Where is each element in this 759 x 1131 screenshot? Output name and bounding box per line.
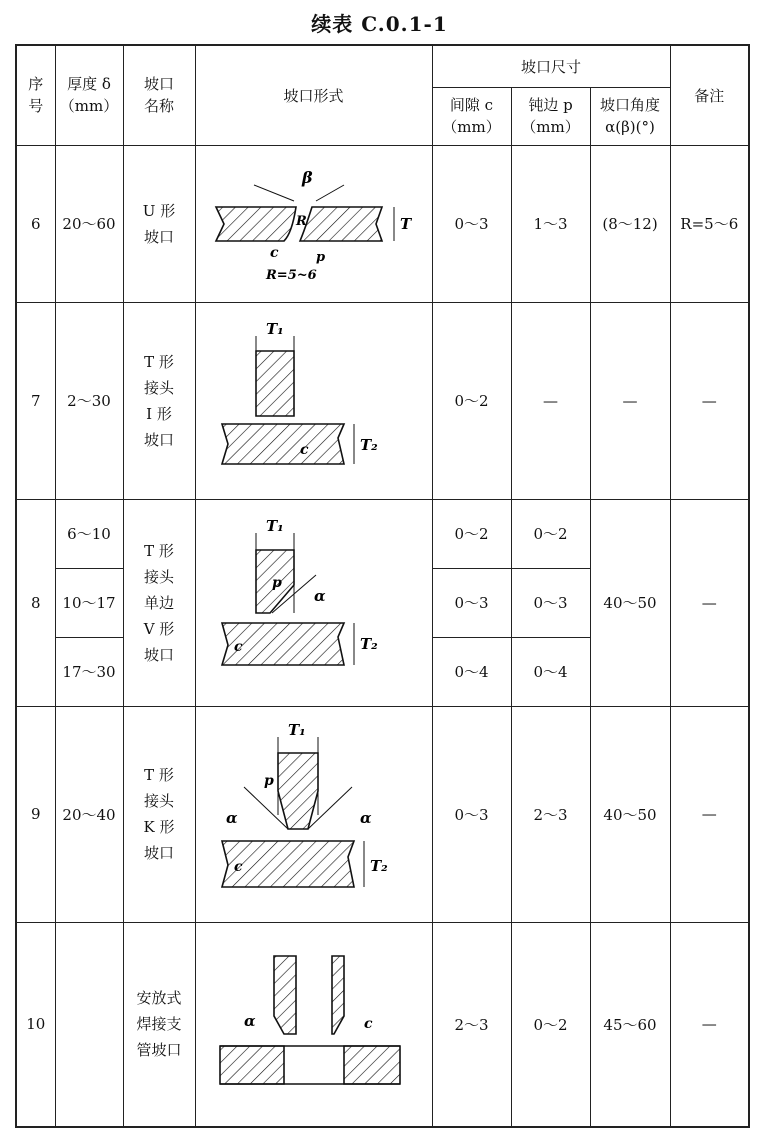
- t1-label: T₁: [265, 516, 284, 535]
- header-dims: 坡口尺寸: [432, 45, 670, 87]
- t-joint-i-groove-figure: [204, 306, 424, 496]
- thickness-cell: 20～40: [55, 706, 123, 922]
- seq-cell: 10: [16, 922, 55, 1127]
- note-cell: —: [670, 922, 749, 1127]
- root-cell: 1～3: [511, 145, 590, 302]
- header-name: 坡口 名称: [123, 45, 195, 145]
- note-cell: —: [670, 499, 749, 706]
- seq-cell: 7: [16, 302, 55, 499]
- radius-label: R: [295, 213, 307, 229]
- thickness-cell: 20～60: [55, 145, 123, 302]
- gap-cell: 0～3: [432, 145, 511, 302]
- name-cell: 安放式 焊接支 管坡口: [123, 922, 195, 1127]
- seq-cell: 9: [16, 706, 55, 922]
- gap-cell: 0～2: [432, 302, 511, 499]
- seq-cell: 8: [16, 499, 55, 706]
- t2-label: T₂: [359, 435, 378, 454]
- branch-pipe-groove-figure: [204, 926, 424, 1122]
- seq-cell: 6: [16, 145, 55, 302]
- figure-cell: [195, 302, 432, 499]
- t-joint-k-groove-figure: [204, 711, 424, 917]
- root-cell: 0～2: [511, 499, 590, 568]
- header-note: 备注: [670, 45, 749, 145]
- thickness-cell: 10～17: [55, 568, 123, 637]
- t2-label: T₂: [359, 634, 378, 653]
- note-cell: R=5～6: [670, 145, 749, 302]
- name-cell: T 形 接头 单边 V 形 坡口: [123, 499, 195, 706]
- thickness-cell: [55, 922, 123, 1127]
- t1-label: T₁: [265, 319, 284, 338]
- table-row: [16, 145, 749, 302]
- figure-cell: [195, 706, 432, 922]
- header-angle: 坡口角度 α(β)(°): [590, 87, 670, 145]
- angle-cell: 40～50: [590, 499, 670, 706]
- name-cell: T 形 接头 I 形 坡口: [123, 302, 195, 499]
- header-seq: 序 号: [16, 45, 55, 145]
- gap-cell: 0～3: [432, 706, 511, 922]
- gap-c-label: c: [233, 859, 243, 875]
- angle-cell: 40～50: [590, 706, 670, 922]
- figure-cell: [195, 145, 432, 302]
- root-cell: 0～4: [511, 637, 590, 706]
- t1-label: T₁: [287, 721, 306, 739]
- gap-c-label: c: [363, 1016, 373, 1033]
- note-cell: —: [670, 706, 749, 922]
- gap-cell: 0～3: [432, 568, 511, 637]
- gap-c-label: c: [233, 638, 243, 655]
- t2-label: T₂: [369, 857, 388, 875]
- u-groove-figure: [204, 149, 424, 299]
- gap-c-label: c: [299, 441, 309, 458]
- alpha-right-label: α: [359, 809, 372, 827]
- name-cell: U 形 坡口: [123, 145, 195, 302]
- alpha-label: α: [313, 586, 326, 605]
- header-gap: 间隙 c （mm）: [432, 87, 511, 145]
- groove-spec-table: [15, 44, 750, 1128]
- root-p-label: p: [271, 574, 282, 591]
- table-row: [16, 706, 749, 922]
- radius-spec-label: R=5~6: [265, 267, 317, 283]
- table-row: [16, 302, 749, 499]
- thickness-cell: 6～10: [55, 499, 123, 568]
- note-cell: —: [670, 302, 749, 499]
- root-cell: 0～3: [511, 568, 590, 637]
- angle-cell: (8～12): [590, 145, 670, 302]
- angle-cell: —: [590, 302, 670, 499]
- gap-cell: 0～4: [432, 637, 511, 706]
- table-title: 续表 C.0.1-1: [311, 12, 448, 36]
- alpha-label: α: [243, 1012, 256, 1031]
- figure-cell: [195, 499, 432, 706]
- header-root: 钝边 p （mm）: [511, 87, 590, 145]
- alpha-left-label: α: [225, 809, 238, 827]
- root-cell: —: [511, 302, 590, 499]
- header-thickness: 厚度 δ （mm）: [55, 45, 123, 145]
- root-p-label: p: [263, 773, 274, 789]
- name-cell: T 形 接头 K 形 坡口: [123, 706, 195, 922]
- thickness-cell: 17～30: [55, 637, 123, 706]
- root-cell: 0～2: [511, 922, 590, 1127]
- beta-label: β: [301, 167, 313, 187]
- gap-c-label: c: [269, 244, 279, 261]
- header-form: 坡口形式: [195, 45, 432, 145]
- thickness-T-label: T: [399, 214, 411, 233]
- gap-cell: 0～2: [432, 499, 511, 568]
- root-cell: 2～3: [511, 706, 590, 922]
- table-row: [16, 499, 749, 568]
- gap-cell: 2～3: [432, 922, 511, 1127]
- root-p-label: p: [315, 249, 325, 265]
- thickness-cell: 2～30: [55, 302, 123, 499]
- table-row: [16, 922, 749, 1127]
- t-joint-single-v-figure: [204, 505, 424, 701]
- angle-cell: 45～60: [590, 922, 670, 1127]
- figure-cell: [195, 922, 432, 1127]
